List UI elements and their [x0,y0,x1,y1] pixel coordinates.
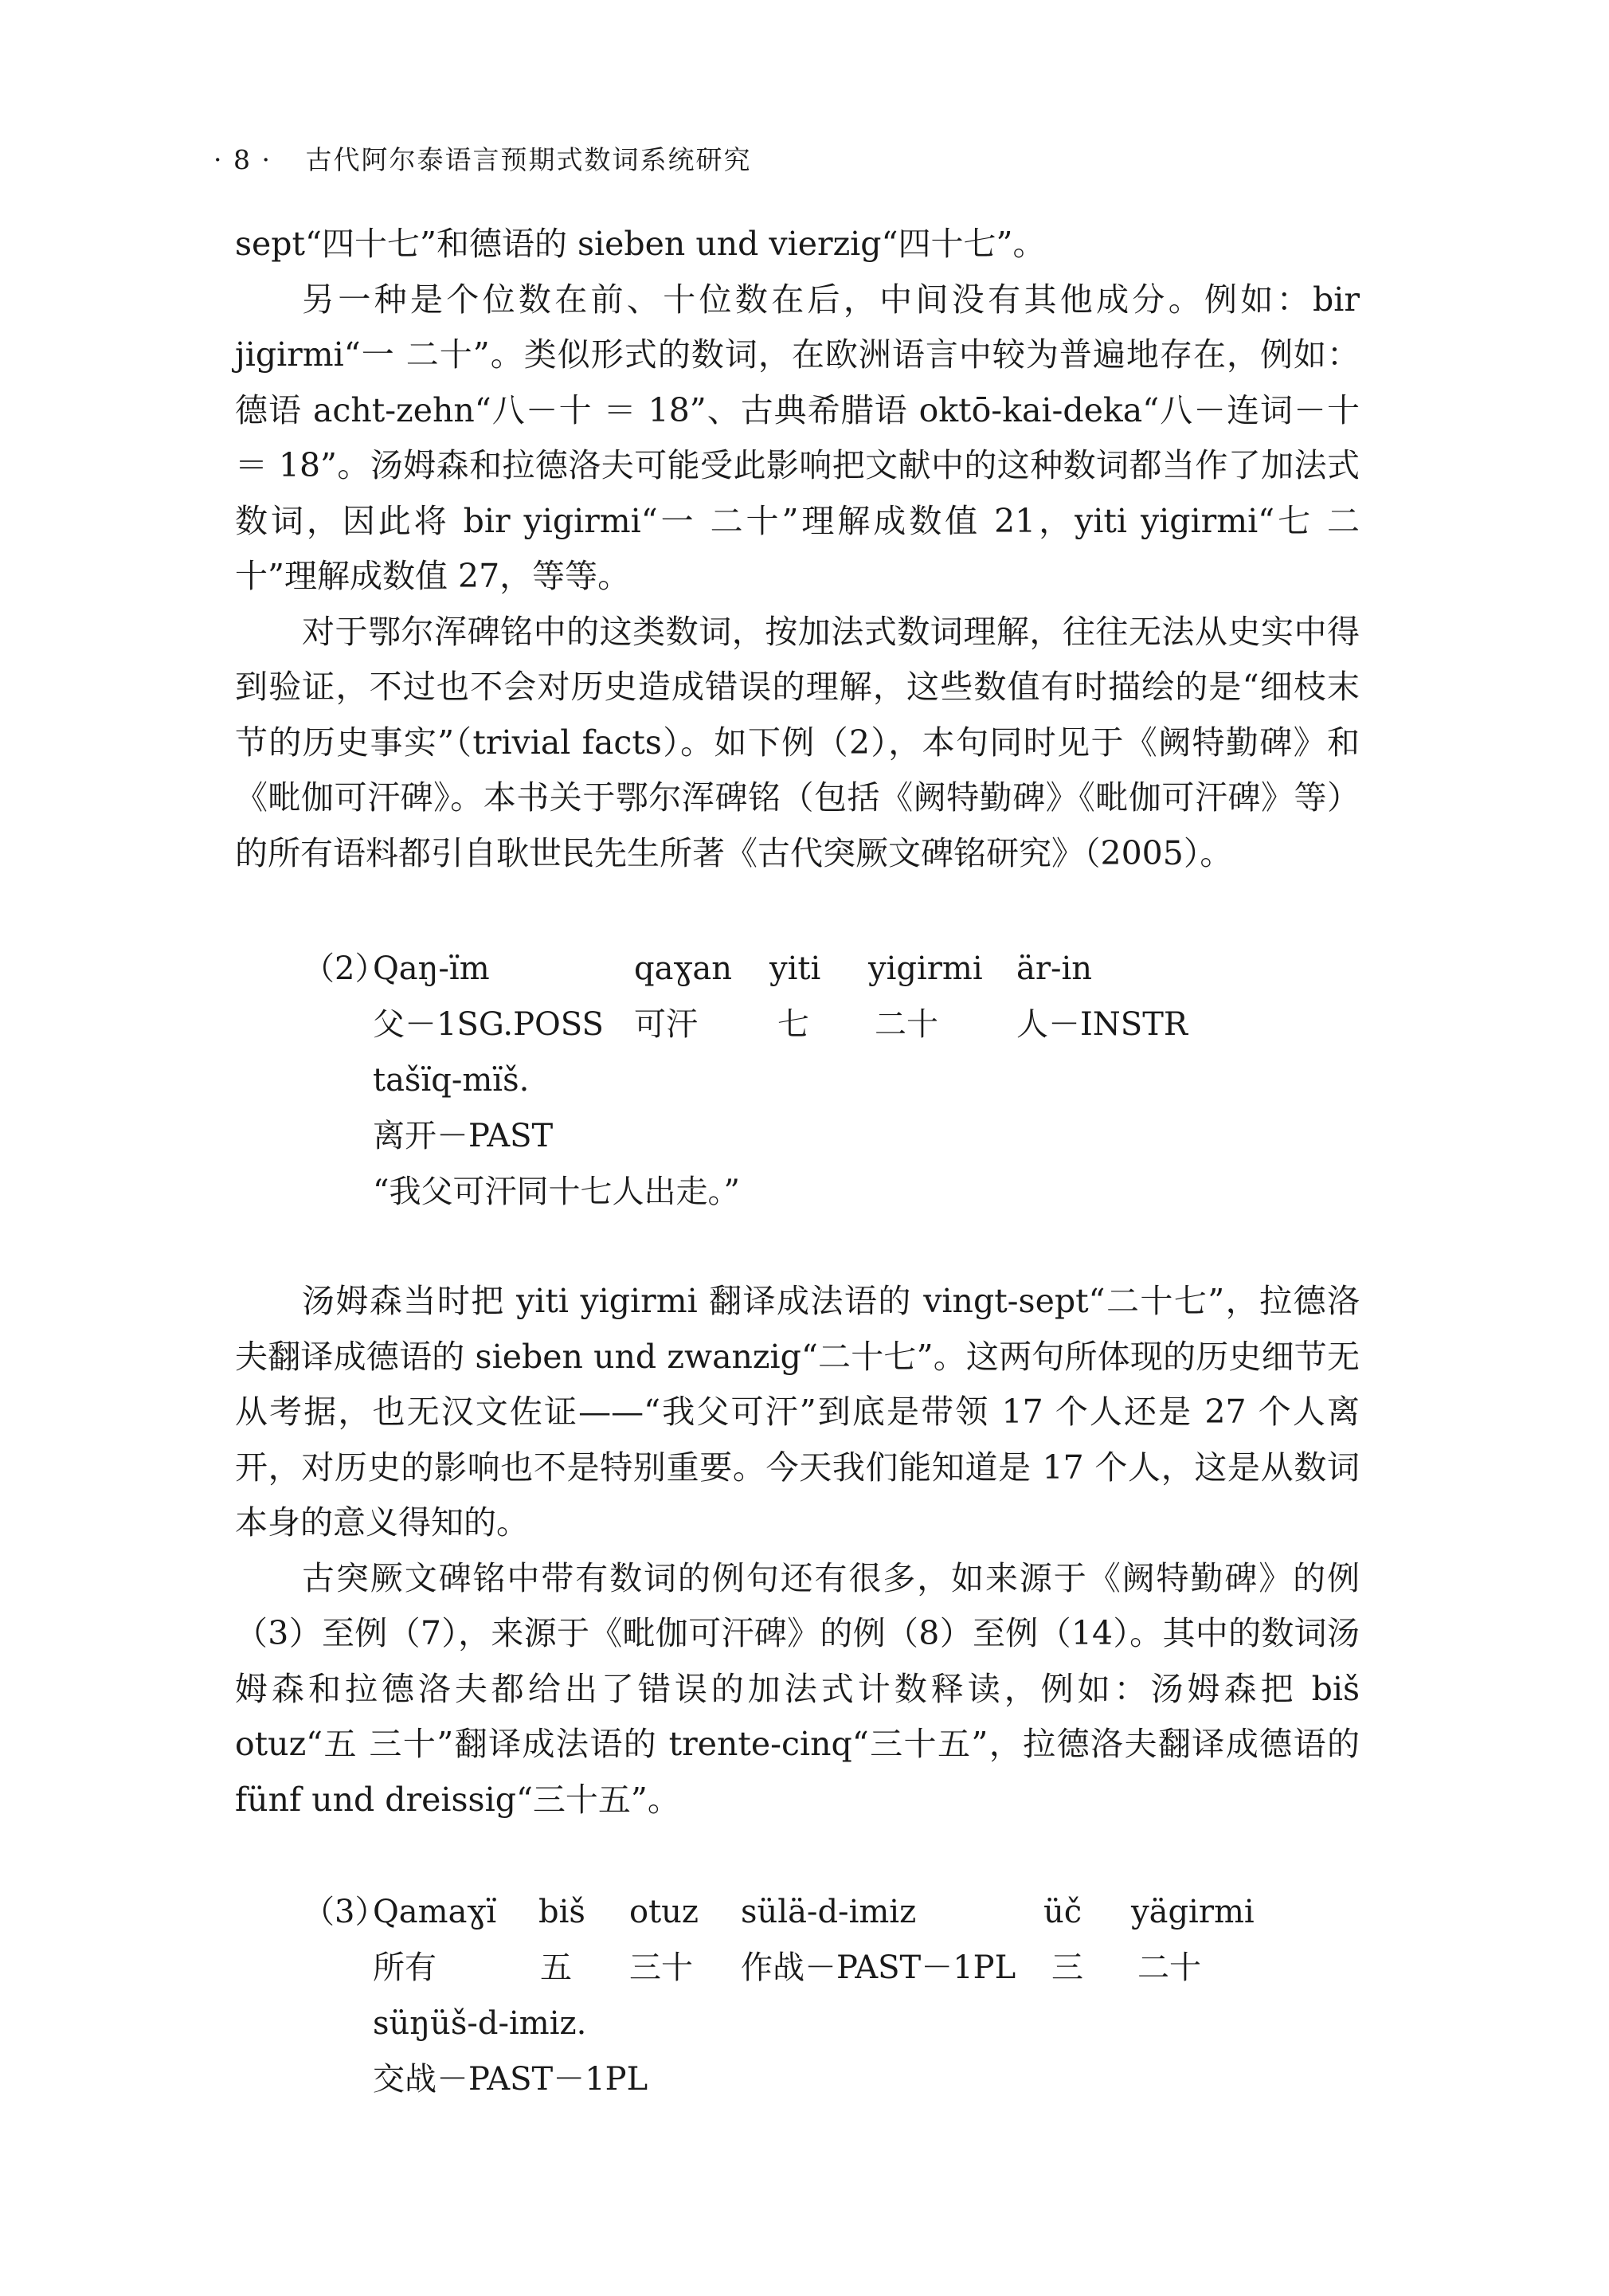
gloss-word: 三 [1051,1949,1083,1986]
paragraph-thomsen-radloff: 汤姆森当时把 yiti yigirmi 翻译成法语的 vingt-sept“二十七”，拉德洛夫翻译成德语的 sieben und zwanzig“二十七”。这两句所体现的历史细节无从考据，也无汉文佐证——“我父可汗”到底是带领 17 个人还是 27 个人离开，对历史的影响也不是特别重要。今天我们能知道是 17 个人，这是从数词本身的意义得知的。 [235,1282,1360,1542]
gloss-word: 人－INSTR [1016,1006,1188,1043]
text-block-1 [235,217,1360,881]
gloss-word: üč [1043,1894,1082,1930]
gloss-word: 作战－PAST－1PL [741,1949,1016,1986]
gloss-word: Qamaɣï [373,1894,497,1930]
paragraph-more-examples: 古突厥文碑铭中带有数词的例句还有很多，如来源于《阙特勤碑》的例（3）至例（7），来源于《毗伽可汗碑》的例（8）至例（14）。其中的数词汤姆森和拉德洛夫都给出了错误的加法式计数释读，例如：汤姆森把 biš otuz“五 三十”翻译成法语的 trente-cinq“三十五”，拉德洛夫翻译成德语的 fünf und dreissig“三十五”。 [235,1558,1360,1819]
gloss-word: 五 [540,1949,572,1986]
gloss-word: 二十 [875,1006,938,1043]
gloss-word: 可汗 [634,1006,698,1043]
paragraph-continuation: sept“四十七”和德语的 sieben und vierzig“四十七”。 [235,225,1046,263]
gloss-word: 父－1SG.POSS [373,1006,604,1043]
gloss-word: biš [538,1894,585,1930]
gloss-word: 交战－PAST－1PL [373,2061,648,2098]
gloss-word: süŋüš-d-imiz. [373,2005,587,2042]
text-block-2 [235,1274,1360,1828]
gloss-word: Qaŋ-ïm [373,950,490,987]
example-2-translation: “我父可汗同十七人出走。” [373,1173,740,1210]
gloss-word: yägirmi [1131,1894,1255,1930]
book-title: 古代阿尔泰语言预期式数词系统研究 [305,144,752,175]
paragraph-ordering-example: 另一种是个位数在前、十位数在后，中间没有其他成分。例如：bir jigirmi“一 二十”。类似形式的数词，在欧洲语言中较为普遍地存在，例如：德语 acht-zehn“八－十 ＝ 18”、古典希腊语 oktō-kai-deka“八－连词－十 ＝ 18”。汤姆森和拉德洛夫可能受此影响把文献中的这种数词都当作了加法式数词，因此将 bir yigirmi“一 二十”理解成数值 21，yiti yigirmi“七 二十”理解成数值 27，等等。 [235,280,1360,595]
paragraph-orkhon-inscriptions: 对于鄂尔浑碑铭中的这类数词，按加法式数词理解，往往无法从史实中得到验证，不过也不会对历史造成错误的理解，这些数值有时描绘的是“细枝末节的历史事实”（trivial facts）。如下例（2），本句同时见于《阙特勤碑》和《毗伽可汗碑》。本书关于鄂尔浑碑铭（包括《阙特勤碑》《毗伽可汗碑》等）的所有语料都引自耿世民先生所著《古代突厥文碑铭研究》（2005）。 [235,612,1360,872]
gloss-word: 三十 [629,1949,693,1986]
gloss-word: tašïq-mïš. [373,1062,530,1099]
example-3-number: （3） [303,1894,387,1930]
page-number: · 8 · [213,144,272,175]
gloss-word: 七 [777,1006,809,1043]
gloss-word: qaɣan [634,950,733,987]
gloss-word: 二十 [1137,1949,1201,1986]
gloss-word: 所有 [373,1949,437,1986]
gloss-word: yiti [769,950,821,987]
gloss-word: otuz [629,1894,699,1930]
gloss-word: 离开－PAST [373,1118,554,1154]
gloss-word: yigirmi [868,950,983,987]
gloss-word: är-in [1016,950,1093,987]
page-header [213,139,1376,177]
gloss-word: sülä-d-imiz [741,1894,917,1930]
example-2-number: （2） [303,950,387,987]
